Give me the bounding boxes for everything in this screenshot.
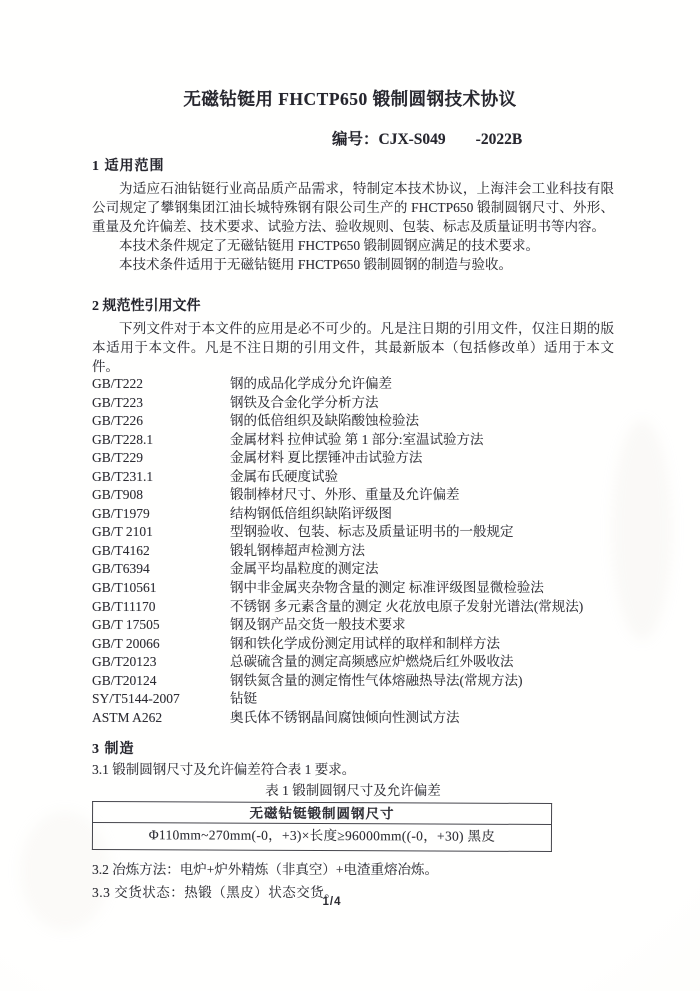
reference-title: 结构钢低倍组织缺陷评级图 [230, 505, 392, 521]
reference-code: GB/T4162 [92, 542, 150, 558]
reference-title: 金属材料 夏比摆锤冲击试验方法 [230, 450, 423, 466]
manufacture-item-3-1: 3.1 锻制圆钢尺寸及允许偏差符合表 1 要求。 [92, 762, 356, 777]
reference-row [92, 431, 614, 450]
reference-row [92, 375, 614, 394]
reference-code: GB/T223 [92, 394, 144, 410]
reference-code: GB/T229 [92, 450, 144, 466]
reference-title: 钻铤 [230, 691, 257, 707]
reference-title: 钢铁及合金化学分析方法 [230, 394, 379, 410]
scope-paragraph-2: 本技术条件规定了无磁钻铤用 FHCTP650 锻制圆钢应满足的技术要求。 [119, 238, 540, 253]
manufacture-item-3-3: 3.3 交货状态：热锻（黑皮）状态交货。 [92, 885, 339, 900]
reference-title: 钢及钢产品交货一般技术要求 [230, 617, 406, 633]
reference-row [92, 449, 614, 468]
reference-title: 总碳硫含量的测定高频感应炉燃烧后红外吸收法 [230, 654, 514, 670]
section-scope [92, 157, 614, 274]
section-scope-heading: 1 适用范围 [92, 159, 165, 174]
reference-title: 钢和铁化学成份测定用试样的取样和制样方法 [230, 635, 500, 651]
document-number [332, 127, 522, 149]
reference-title: 钢的成品化学成分允许偏差 [230, 376, 392, 391]
table-row [93, 801, 552, 824]
reference-code: GB/T 20066 [92, 635, 160, 651]
reference-code: GB/T228.1 [92, 431, 154, 447]
reference-row [92, 579, 614, 598]
reference-code: GB/T6394 [92, 561, 150, 577]
section-manufacture [92, 740, 614, 902]
reference-row [92, 505, 614, 524]
reference-code: GB/T1979 [92, 505, 150, 521]
page-number: 1/4 [322, 896, 342, 908]
reference-row [92, 709, 614, 728]
reference-code: GB/T11170 [92, 598, 156, 614]
document-number-label: 编号：CJX-S049 [332, 131, 446, 148]
reference-title: 钢的低倍组织及缺陷酸蚀检验法 [230, 413, 419, 429]
reference-title: 奥氏体不锈钢晶间腐蚀倾向性测试方法 [230, 709, 460, 725]
document-title: 无磁钻铤用 FHCTP650 锻制圆钢技术协议 [183, 89, 517, 109]
table-row [92, 822, 551, 851]
section-references-heading: 2 规范性引用文件 [92, 299, 201, 314]
reference-row [92, 412, 614, 431]
reference-code: SY/T5144-2007 [92, 691, 180, 707]
reference-code: GB/T 17505 [92, 617, 160, 633]
reference-title: 金属布氏硬度试验 [230, 468, 338, 484]
reference-code: GB/T20124 [92, 672, 157, 688]
table-value-cell: Φ110mm~270mm(-0，+3)×长度≥96000mm((-0，+30) 黑皮 [92, 822, 551, 851]
references-intro-paragraph: 下列文件对于本文件的应用是必不可少的。凡是注日期的引用文件，仅注日期的版本适用于本文件。凡是不注日期的引用文件，其最新版本（包括修改单）适用于本文件。 [92, 321, 614, 374]
scan-artifact [612, 420, 672, 640]
reference-row [92, 616, 614, 635]
scope-paragraph-1: 为适应石油钻铤行业高品质产品需求，特制定本技术协议，上海沣会工业科技有限公司规定了攀钢集团江油长城特殊钢有限公司生产的 FHCTP650 锻制圆钢尺寸、外形、重量及允许偏差、技术要求、试验方法、验收规则、包装、标志及质量证明书等内容。 [92, 181, 614, 234]
reference-code: GB/T10561 [92, 580, 157, 596]
reference-row [92, 598, 614, 617]
table-1-caption: 表 1 锻制圆钢尺寸及允许偏差 [265, 783, 441, 798]
section-manufacture-heading: 3 制造 [92, 742, 135, 757]
reference-row [92, 690, 614, 709]
manufacture-item-3-2: 3.2 冶炼方法：电炉+炉外精炼（非真空）+电渣重熔冶炼。 [92, 862, 438, 877]
reference-row [92, 486, 614, 505]
reference-row [92, 523, 614, 542]
reference-code: GB/T20123 [92, 654, 157, 670]
reference-row [92, 468, 614, 487]
reference-code: ASTM A262 [92, 709, 163, 725]
reference-title: 不锈钢 多元素含量的测定 火花放电原子发射光谱法(常规法) [230, 598, 584, 614]
reference-title: 金属材料 拉伸试验 第 1 部分:室温试验方法 [230, 431, 484, 447]
reference-title: 锻轧钢棒超声检测方法 [230, 542, 365, 558]
reference-row [92, 394, 614, 413]
reference-title: 钢中非金属夹杂物含量的测定 标准评级图显微检验法 [230, 580, 544, 596]
reference-row [92, 653, 614, 672]
reference-code: GB/T908 [92, 487, 144, 503]
forged-round-steel-size-table [92, 801, 552, 852]
reference-row [92, 560, 614, 579]
reference-row [92, 672, 614, 691]
table-header-cell: 无磁钻铤锻制圆钢尺寸 [93, 801, 552, 824]
reference-title: 型钢验收、包装、标志及质量证明书的一般规定 [230, 524, 514, 540]
reference-title: 锻制棒材尺寸、外形、重量及允许偏差 [230, 487, 460, 503]
reference-code: GB/T226 [92, 413, 144, 429]
reference-title: 金属平均晶粒度的测定法 [230, 561, 379, 577]
references-list [92, 375, 614, 727]
reference-code: GB/T231.1 [92, 468, 154, 484]
document-number-suffix: -2022B [475, 131, 523, 148]
reference-title: 钢铁氮含量的测定惰性气体熔融热导法(常规方法) [230, 672, 523, 688]
reference-row [92, 542, 614, 561]
reference-code: GB/T222 [92, 376, 144, 391]
reference-code: GB/T 2101 [92, 524, 153, 540]
scope-paragraph-3: 本技术条件适用于无磁钻铤用 FHCTP650 锻制圆钢的制造与验收。 [119, 257, 513, 272]
reference-row [92, 635, 614, 654]
section-normative-references [92, 297, 614, 376]
